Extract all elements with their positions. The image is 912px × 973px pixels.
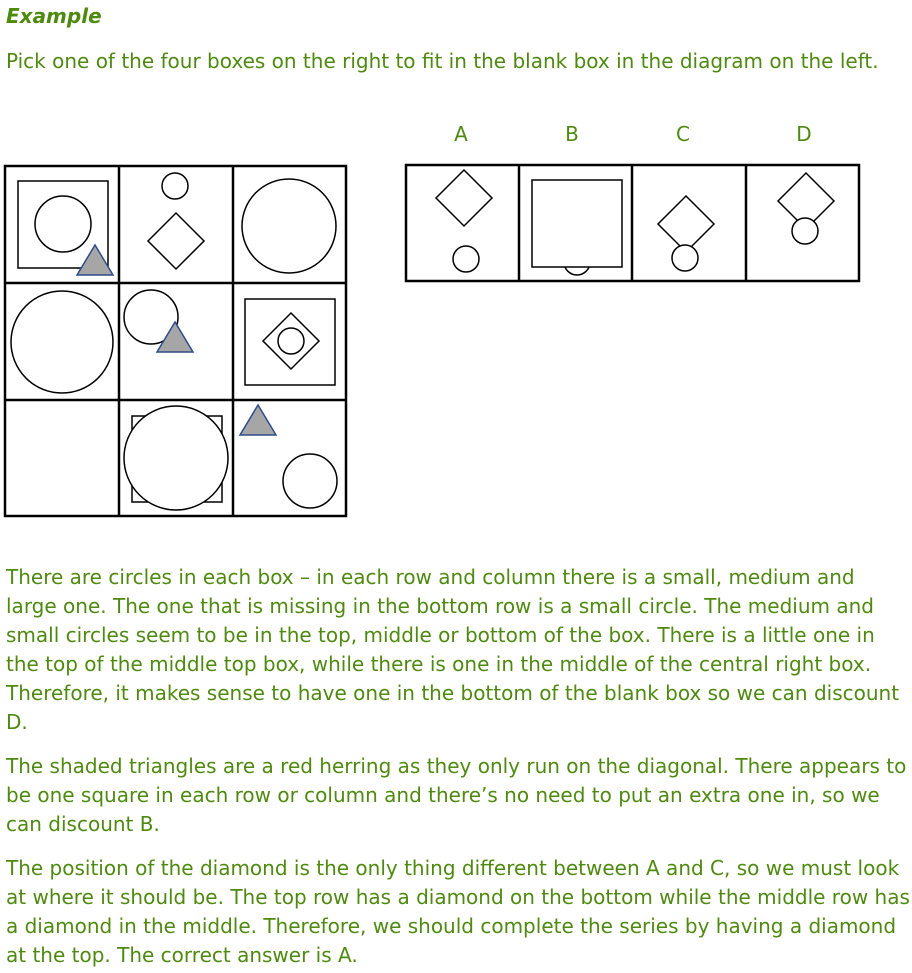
matrix-cell-r2c2 bbox=[124, 290, 193, 352]
diamond-shape bbox=[658, 196, 714, 252]
option-label-d: D bbox=[796, 122, 812, 146]
shaded-triangle bbox=[240, 405, 276, 435]
option-label-c: C bbox=[676, 122, 690, 146]
matrix-cell-r1c2 bbox=[148, 173, 204, 269]
diamond-shape bbox=[436, 170, 492, 226]
example-heading: Example bbox=[6, 4, 102, 28]
option-label-a: A bbox=[454, 122, 468, 146]
matrix-cell-r3c2 bbox=[124, 406, 228, 510]
circle-shape bbox=[242, 179, 336, 273]
explanation-paragraph-3: The position of the diamond is the only thing different between A and C, so we must look at where it should be. The top row has a diamond on the bottom while the middle row has a diamond in the middle. Therefore, we should complete the series by having a diamond at the top. The correct answer is A. bbox=[6, 856, 910, 967]
circle-shape bbox=[453, 246, 479, 272]
option-d-box bbox=[778, 173, 834, 244]
circle-shape bbox=[35, 196, 91, 252]
circle-shape bbox=[162, 173, 188, 199]
option-label-b: B bbox=[565, 122, 579, 146]
circle-shape bbox=[11, 291, 113, 393]
option-b-box bbox=[532, 180, 622, 275]
circle-shape bbox=[283, 454, 337, 508]
option-c-box bbox=[658, 196, 714, 271]
matrix-cell-r2c1 bbox=[11, 291, 113, 393]
option-a-box bbox=[436, 170, 492, 272]
circle-shape bbox=[124, 406, 228, 510]
matrix-cell-r2c3 bbox=[245, 299, 335, 385]
square-shape bbox=[532, 180, 622, 267]
circle-shape bbox=[278, 328, 304, 354]
circle-shape bbox=[792, 218, 818, 244]
explanation-paragraph-2: The shaded triangles are a red herring as they only run on the diagonal. There appears to be one square in each row or column and there’s no need to put an extra one in, so we can discount B. bbox=[6, 754, 907, 836]
matrix-cell-r1c3 bbox=[242, 179, 336, 273]
matrix-cell-r1c1 bbox=[18, 181, 113, 275]
diamond-shape bbox=[148, 213, 204, 269]
matrix-cell-r3c3 bbox=[240, 405, 337, 508]
instructions-text: Pick one of the four boxes on the right to fit in the blank box in the diagram on the left. bbox=[6, 49, 879, 73]
circle-shape bbox=[672, 245, 698, 271]
explanation-paragraph-1: There are circles in each box – in each row and column there is a small, medium and large one. The one that is missing in the bottom row is a small circle. The medium and small circles seem to be in the top, middle or bottom of the box. There is a little one in the top of the middle top box, while there is one in the middle of the central right box. Therefore, it makes sense to have one in the bottom of the blank box so we can discount D. bbox=[6, 565, 900, 734]
